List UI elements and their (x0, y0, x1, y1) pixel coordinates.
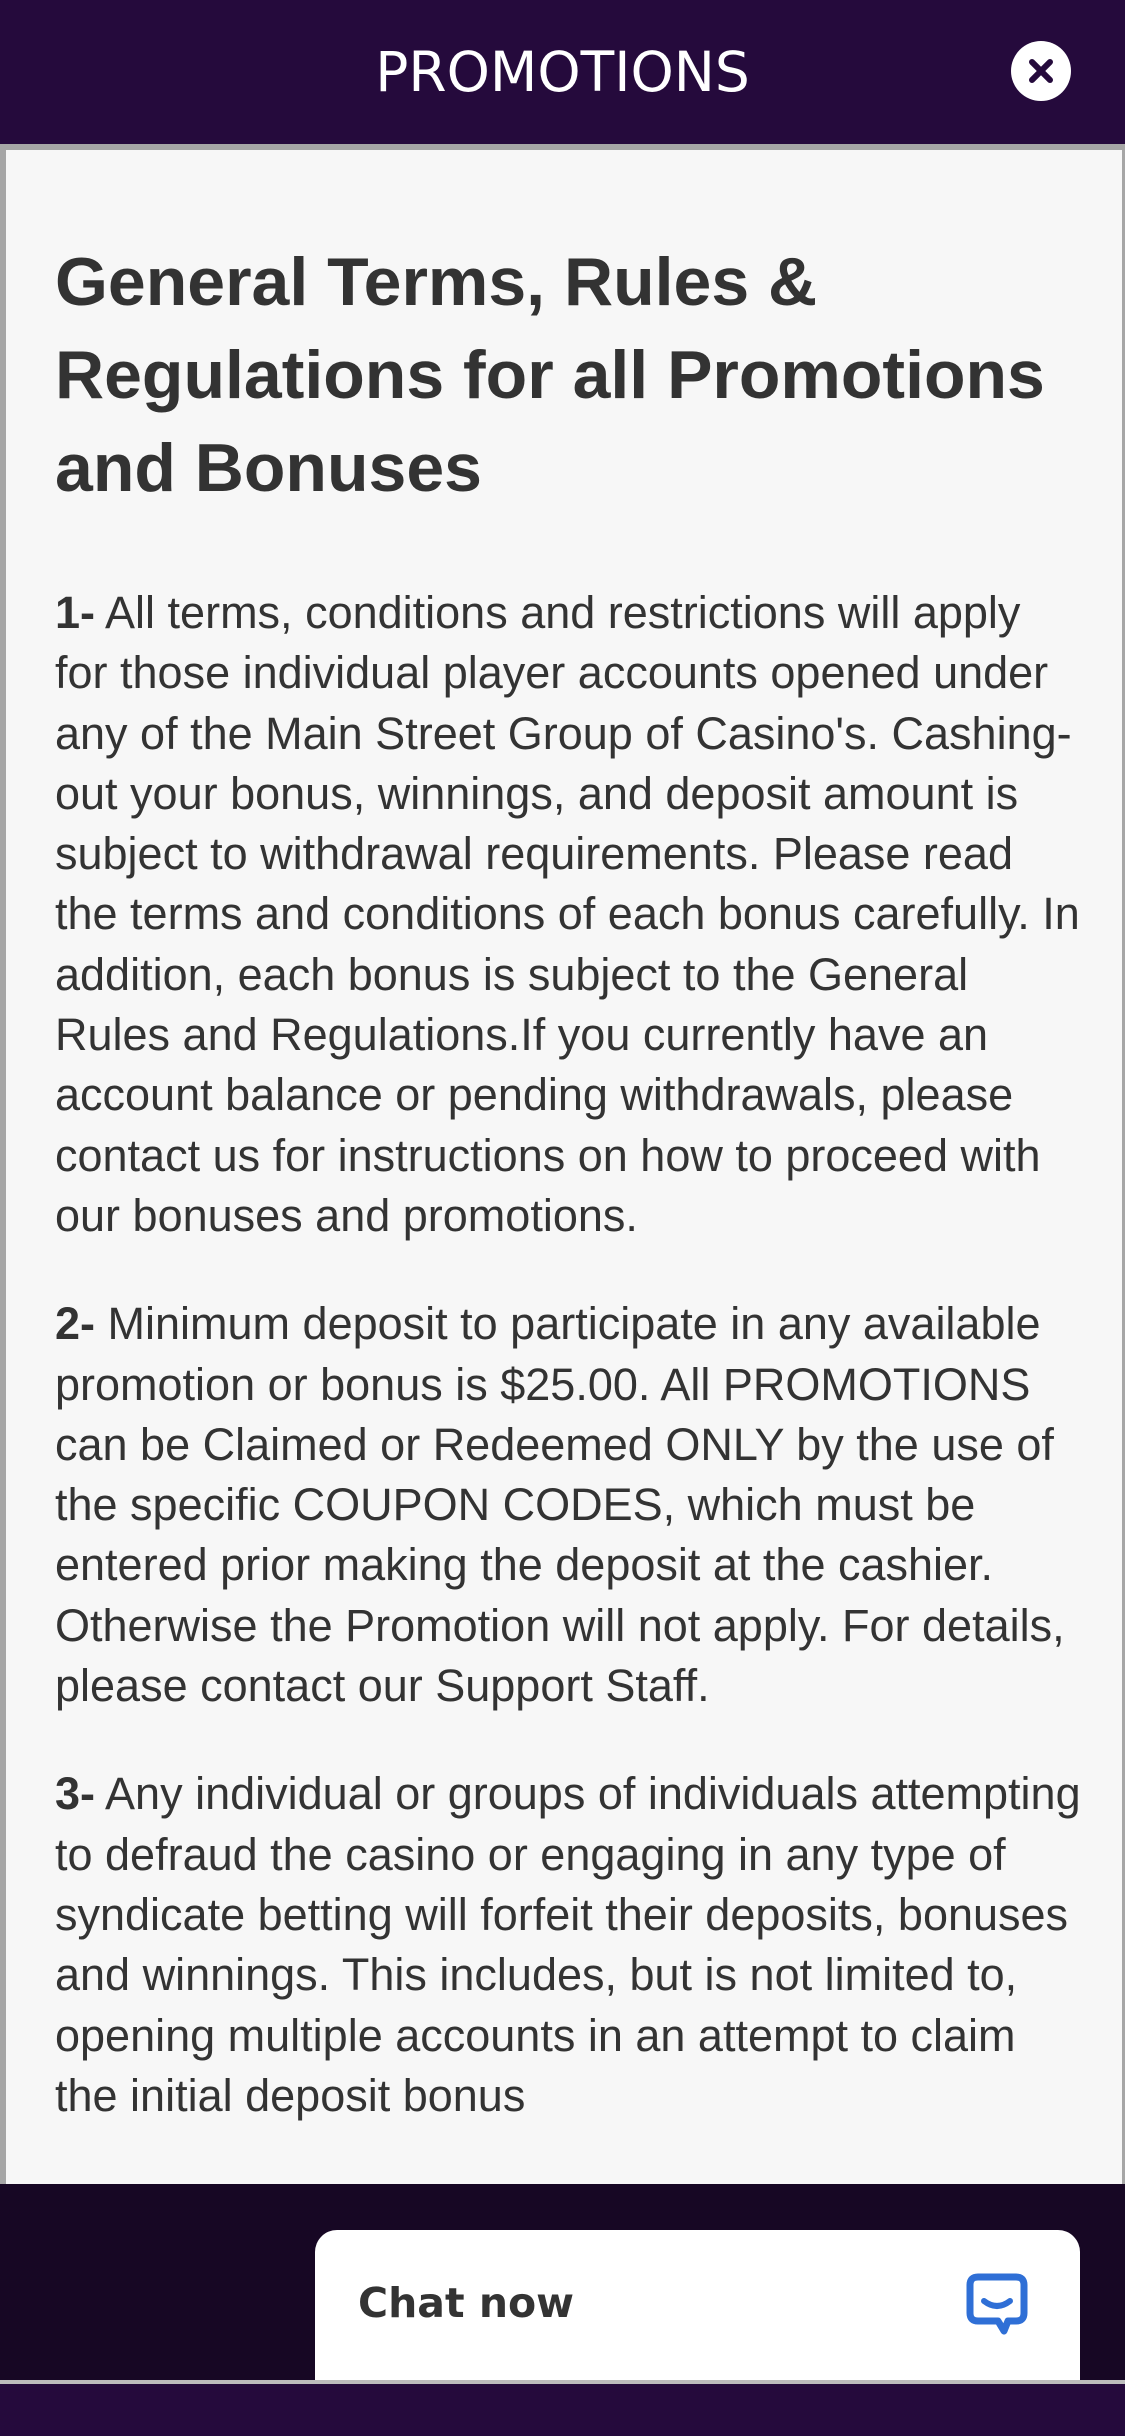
term-item (55, 583, 1085, 1246)
terms-heading: General Terms, Rules & Regulations for all Promotions and Bonuses (55, 244, 1045, 506)
term-text: Minimum deposit to participate in any available promotion or bonus is $25.00. All PROMOTIONS can be Claimed or Redeemed ONLY by the use of the specific COUPON CODES, which must be entered prior making the deposit at the cashier. Otherwise the Promotion will not apply. For details, please contact our Support Staff. (55, 1298, 1065, 1712)
terms-scroll-area[interactable] (6, 150, 1122, 2184)
chat-bubble-icon (964, 2271, 1030, 2337)
term-number: 1- (55, 587, 96, 638)
chat-now-button[interactable] (315, 2230, 1080, 2380)
term-number: 2- (55, 1298, 96, 1350)
bottom-strip (0, 2380, 1125, 2436)
term-text: All terms, conditions and restrictions will apply for those individual player accounts opened under any of the Main Street Group of Casino's. Cashing-out your bonus, winnings, and deposit amount is subject to withdrawal requirements. Please read the terms and conditions of each bonus carefully. In addition, each bonus is subject to the General Rules and Regulations.If you currently have an account balance or pending withdrawals, please contact us for instructions on how to proceed with our bonuses and promotions. (55, 587, 1080, 1241)
close-icon (1011, 41, 1071, 101)
header-bar (0, 0, 1125, 144)
chat-now-label: Chat now (358, 2279, 575, 2327)
close-button[interactable] (1011, 41, 1071, 101)
page-title: PROMOTIONS (375, 40, 750, 104)
term-number: 3- (55, 1768, 96, 1820)
terms-content (55, 236, 1085, 2126)
term-text: Any individual or groups of individuals attempting to defraud the casino or engaging in any type of syndicate betting will forfeit their deposits, bonuses and winnings. This includes, but is not limited to, opening multiple accounts in an attempt to claim the initial deposit bonus (55, 1768, 1081, 2121)
term-item (55, 1764, 1085, 2126)
term-item (55, 1294, 1085, 1716)
